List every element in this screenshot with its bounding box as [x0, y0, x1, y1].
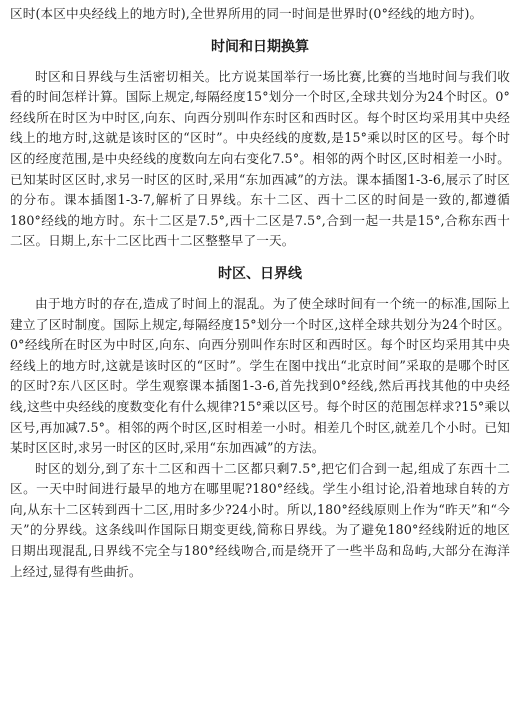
- time-zone-paragraph: 由于地方时的存在,造成了时间上的混乱。为了使全球时间有一个统一的标准,国际上建立了区时制度。国际上规定,每隔经度15°划分一个时区,这样全球共划分为24个时区。0°经线所在时区为中时区,向东、向西分别叫作东时区和西时区。每个时区均采用其中央经线上的地方时,这就是该时区的“区时”。学生在图中找出“北京时间”采取的是哪个时区的区时?东八区区时。学生观察课本插图1-3-6,首先找到0°经线,然后再找其他的中央经线,这些中央经线的度数变化有什么规律?15°乘以区号。每个时区的范围怎样求?15°乘以区号,再加减7.5°。相邻的两个时区,区时相差一小时。相差几个时区,就差几个小时。已知某时区区时,求另一时区的区时,采用“东加西减”的方法。: [10, 295, 510, 456]
- section-heading-time-date-conversion: 时间和日期换算: [211, 38, 309, 55]
- dateline-paragraph: 时区的划分,到了东十二区和西十二区都只剩7.5°,把它们合到一起,组成了东西十二区。一天中时间进行最早的地方在哪里呢?180°经线。学生小组讨论,沿着地球自转的方向,从东十二区转到西十二区,用时多少?24小时。所以,180°经线原则上作为“昨天”和“今天”的分界线。这条线叫作国际日期变更线,简称日界线。为了避免180°经线附近的地区日期出现混乱,日界线不完全与180°经线吻合,而是绕开了一些半岛和岛屿,大部分在海洋上经过,显得有些曲折。: [10, 460, 510, 579]
- conversion-paragraph: 时区和日界线与生活密切相关。比方说某国举行一场比赛,比赛的当地时间与我们收看的时间怎样计算。国际上规定,每隔经度15°划分一个时区,全球共划分为24个时区。0°经线所在时区为中时区,向东、向西分别叫作东时区和西时区。每个时区均采用其中央经线上的地方时,这就是该时区的“区时”。中央经线的度数,是15°乘以时区的区号。每个时区的经度范围,是中央经线的度数向左向右变化7.5°。相邻的两个时区,区时相差一小时。已知某时区区时,求另一时区的区时,采用“东加西减”的方法。课本插图1-3-6,展示了时区的分布。课本插图1-3-7,解析了日界线。东十二区、西十二区的时间是一致的,都遵循180°经线的地方时。东十二区是7.5°,西十二区是7.5°,合到一起一共是15°,合称东西十二区。日期上,东十二区比西十二区整整早了一天。: [10, 68, 510, 249]
- section-heading-time-zone-dateline: 时区、日界线: [218, 265, 302, 282]
- intro-paragraph: 区时(本区中央经线上的地方时),全世界所用的同一时间是世界时(0°经线的地方时)。: [10, 6, 483, 21]
